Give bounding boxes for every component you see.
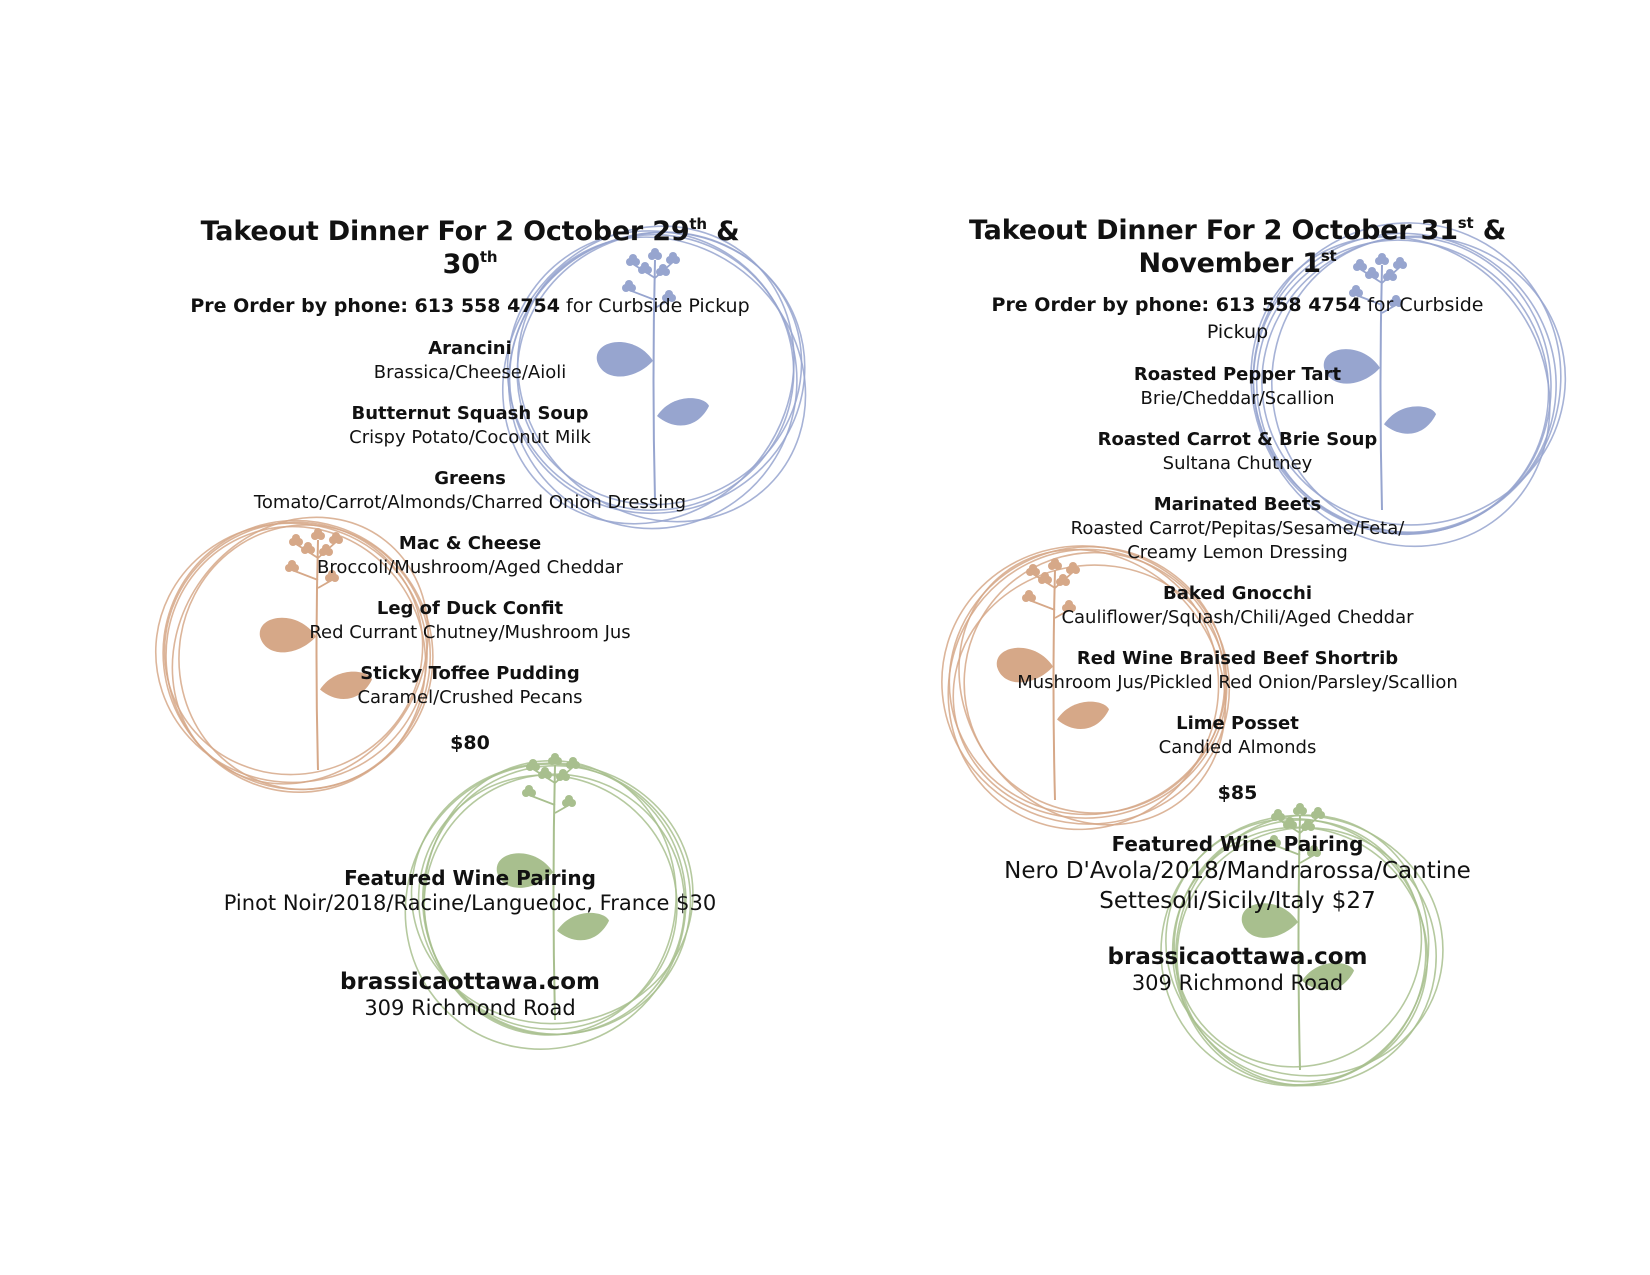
dish-description: Candied Almonds [1158,737,1317,758]
dish-name: Sticky Toffee Pudding [360,663,580,684]
dish-description: Cauliflower/Squash/Chili/Aged Cheddar [1061,607,1414,628]
dish-name: Roasted Pepper Tart [1133,364,1342,385]
wine-pairing-text: Pinot Noir/2018/Racine/Languedoc, France $30 [223,891,717,915]
website: brassicaottawa.com [1107,944,1368,970]
dish-name: Baked Gnocchi [1163,583,1312,604]
preorder-phone: Pre Order by phone: 613 558 4754 [991,294,1362,316]
preorder-pickup: for Curbside Pickup [1206,294,1484,343]
dish-description: Caramel/Crushed Pecans [357,687,583,708]
dish-name: Greens [434,468,506,489]
dish-item [960,647,1515,695]
dish-name: Lime Posset [1176,713,1299,734]
dish-name: Arancini [428,338,512,359]
preorder-info [170,293,770,320]
website: brassicaottawa.com [340,969,600,995]
dish-description: Crispy Potato/Coconut Milk [349,427,591,448]
dish-description: Brassica/Cheese/Aioli [373,362,567,383]
address: 309 Richmond Road [1131,971,1344,995]
takeout-menu-oct-31-nov-1 [960,214,1515,997]
dish-item [960,582,1515,630]
dish-name: Leg of Duck Confit [376,598,564,619]
dish-item [170,532,770,580]
preorder-phone: Pre Order by phone: 613 558 4754 [190,295,560,317]
takeout-menu-oct-29-30 [170,215,770,1022]
dish-item [960,363,1515,411]
dish-description: Brie/Cheddar/Scallion [1140,388,1335,409]
dish-name: Roasted Carrot & Brie Soup [1097,429,1378,450]
dish-description: Roasted Carrot/Pepitas/Sesame/Feta/ Creamy Lemon Dressing [1070,518,1405,563]
dish-item [960,712,1515,760]
dish-name: Red Wine Braised Beef Shortrib [1076,648,1399,669]
dish-name: Butternut Squash Soup [351,403,589,424]
preorder-info [960,292,1515,346]
wine-pairing-heading: Featured Wine Pairing [1111,832,1364,856]
menu-price: $80 [450,732,490,754]
dish-item [170,337,770,385]
dish-item [170,662,770,710]
dish-description: Mushroom Jus/Pickled Red Onion/Parsley/Scallion [1017,672,1458,693]
dish-description: Sultana Chutney [1162,453,1313,474]
dish-item [960,493,1515,565]
dish-item [170,597,770,645]
wine-pairing-text: Nero D'Avola/2018/Mandrarossa/Cantine Settesoli/Sicily/Italy $27 [1004,858,1471,914]
dish-item [170,467,770,515]
preorder-pickup: for Curbside Pickup [560,295,750,317]
wine-pairing-heading: Featured Wine Pairing [344,866,596,890]
dish-name: Mac & Cheese [398,533,542,554]
menu-title: Takeout Dinner For 2 October 31st & November 1st [968,214,1507,279]
dish-description: Tomato/Carrot/Almonds/Charred Onion Dressing [253,492,687,513]
menu-title: Takeout Dinner For 2 October 29th & 30th [200,215,740,280]
address: 309 Richmond Road [364,996,576,1020]
dish-name: Marinated Beets [1153,494,1322,515]
menu-price: $85 [1217,782,1258,804]
dish-item [170,402,770,450]
dish-item [960,428,1515,476]
dish-description: Broccoli/Mushroom/Aged Cheddar [317,557,623,578]
dish-description: Red Currant Chutney/Mushroom Jus [309,622,631,643]
